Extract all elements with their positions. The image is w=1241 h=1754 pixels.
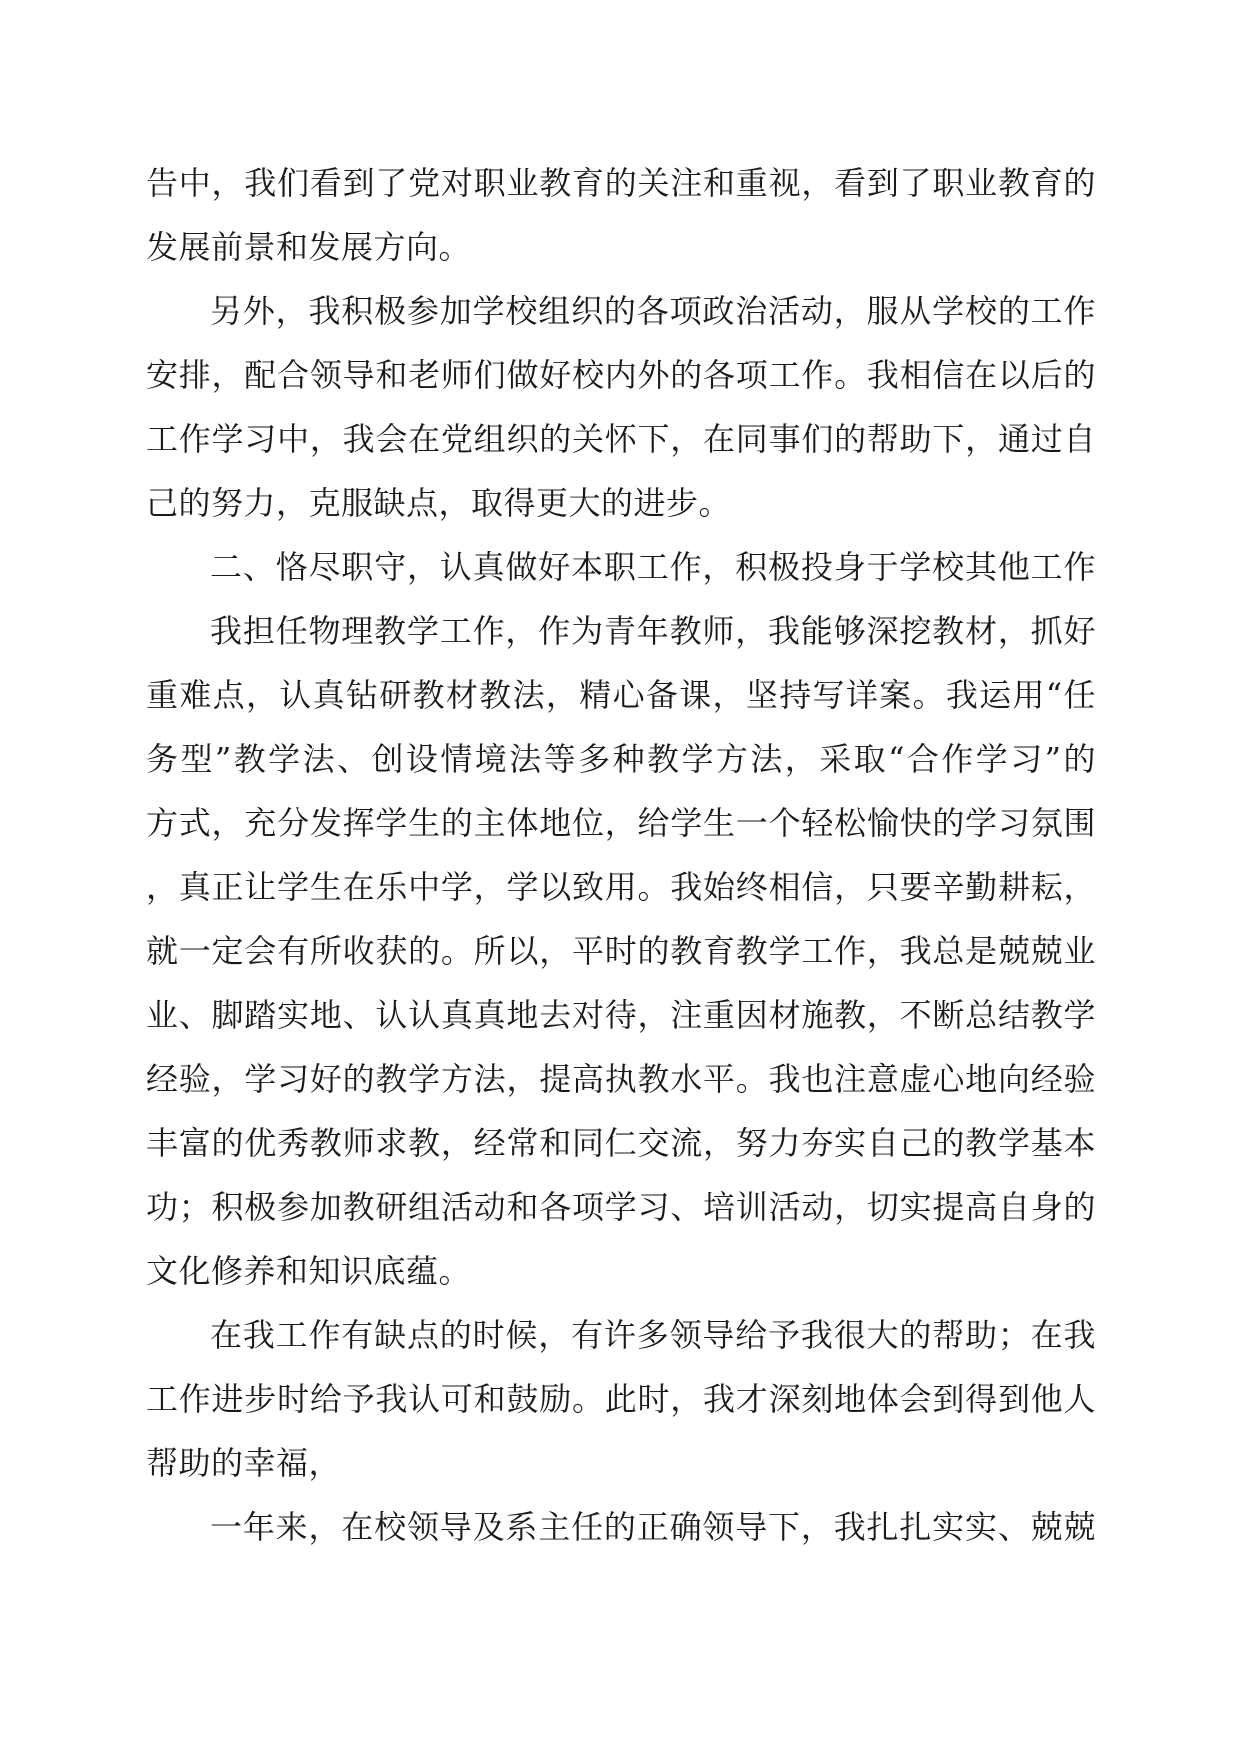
- text-line: 帮助的幸福，: [146, 1444, 342, 1482]
- text-line: 另外，我积极参加学校组织的各项政治活动，服从学校的工作: [210, 292, 1096, 330]
- text-line: 我担任物理教学工作，作为青年教师，我能够深挖教材，抓好: [210, 612, 1096, 650]
- text-line: 就一定会有所收获的。所以，平时的教育教学工作，我总是兢兢业: [146, 932, 1096, 970]
- text-line: 工作进步时给予我认可和鼓励。此时，我才深刻地体会到得到他人: [146, 1380, 1096, 1418]
- text-line: 丰富的优秀教师求教，经常和同仁交流，努力夯实自己的教学基本: [146, 1124, 1096, 1162]
- text-line: 业、脚踏实地、认认真真地去对待，注重因材施教，不断总结教学: [146, 996, 1096, 1034]
- text-line: 告中，我们看到了党对职业教育的关注和重视，看到了职业教育的: [146, 164, 1096, 202]
- text-line: 工作学习中，我会在党组织的关怀下，在同事们的帮助下，通过自: [146, 420, 1096, 458]
- text-line: 经验，学习好的教学方法，提高执教水平。我也注意虚心地向经验: [146, 1060, 1096, 1098]
- text-line: 在我工作有缺点的时候，有许多领导给予我很大的帮助；在我: [210, 1316, 1096, 1354]
- text-line: 重难点，认真钻研教材教法，精心备课，坚持写详案。我运用“任: [146, 676, 1096, 714]
- text-line: 功；积极参加教研组活动和各项学习、培训活动，切实提高自身的: [146, 1188, 1096, 1226]
- text-line: 安排，配合领导和老师们做好校内外的各项工作。我相信在以后的: [146, 356, 1096, 394]
- text-line: 二、恪尽职守，认真做好本职工作，积极投身于学校其他工作: [210, 548, 1096, 586]
- text-line: 一年来，在校领导及系主任的正确领导下，我扎扎实实、兢兢: [210, 1508, 1096, 1546]
- text-line: 方式，充分发挥学生的主体地位，给学生一个轻松愉快的学习氛围: [146, 804, 1096, 842]
- text-line: 发展前景和发展方向。: [146, 228, 472, 266]
- text-line: 己的努力，克服缺点，取得更大的进步。: [146, 484, 732, 522]
- text-line: 文化修养和知识底蕴。: [146, 1252, 472, 1290]
- text-line: 务型”教学法、创设情境法等多种教学方法，采取“合作学习”的: [146, 740, 1096, 778]
- document-body: [146, 151, 1096, 1559]
- text-line: ，真正让学生在乐中学，学以致用。我始终相信，只要辛勤耕耘，: [146, 868, 1096, 906]
